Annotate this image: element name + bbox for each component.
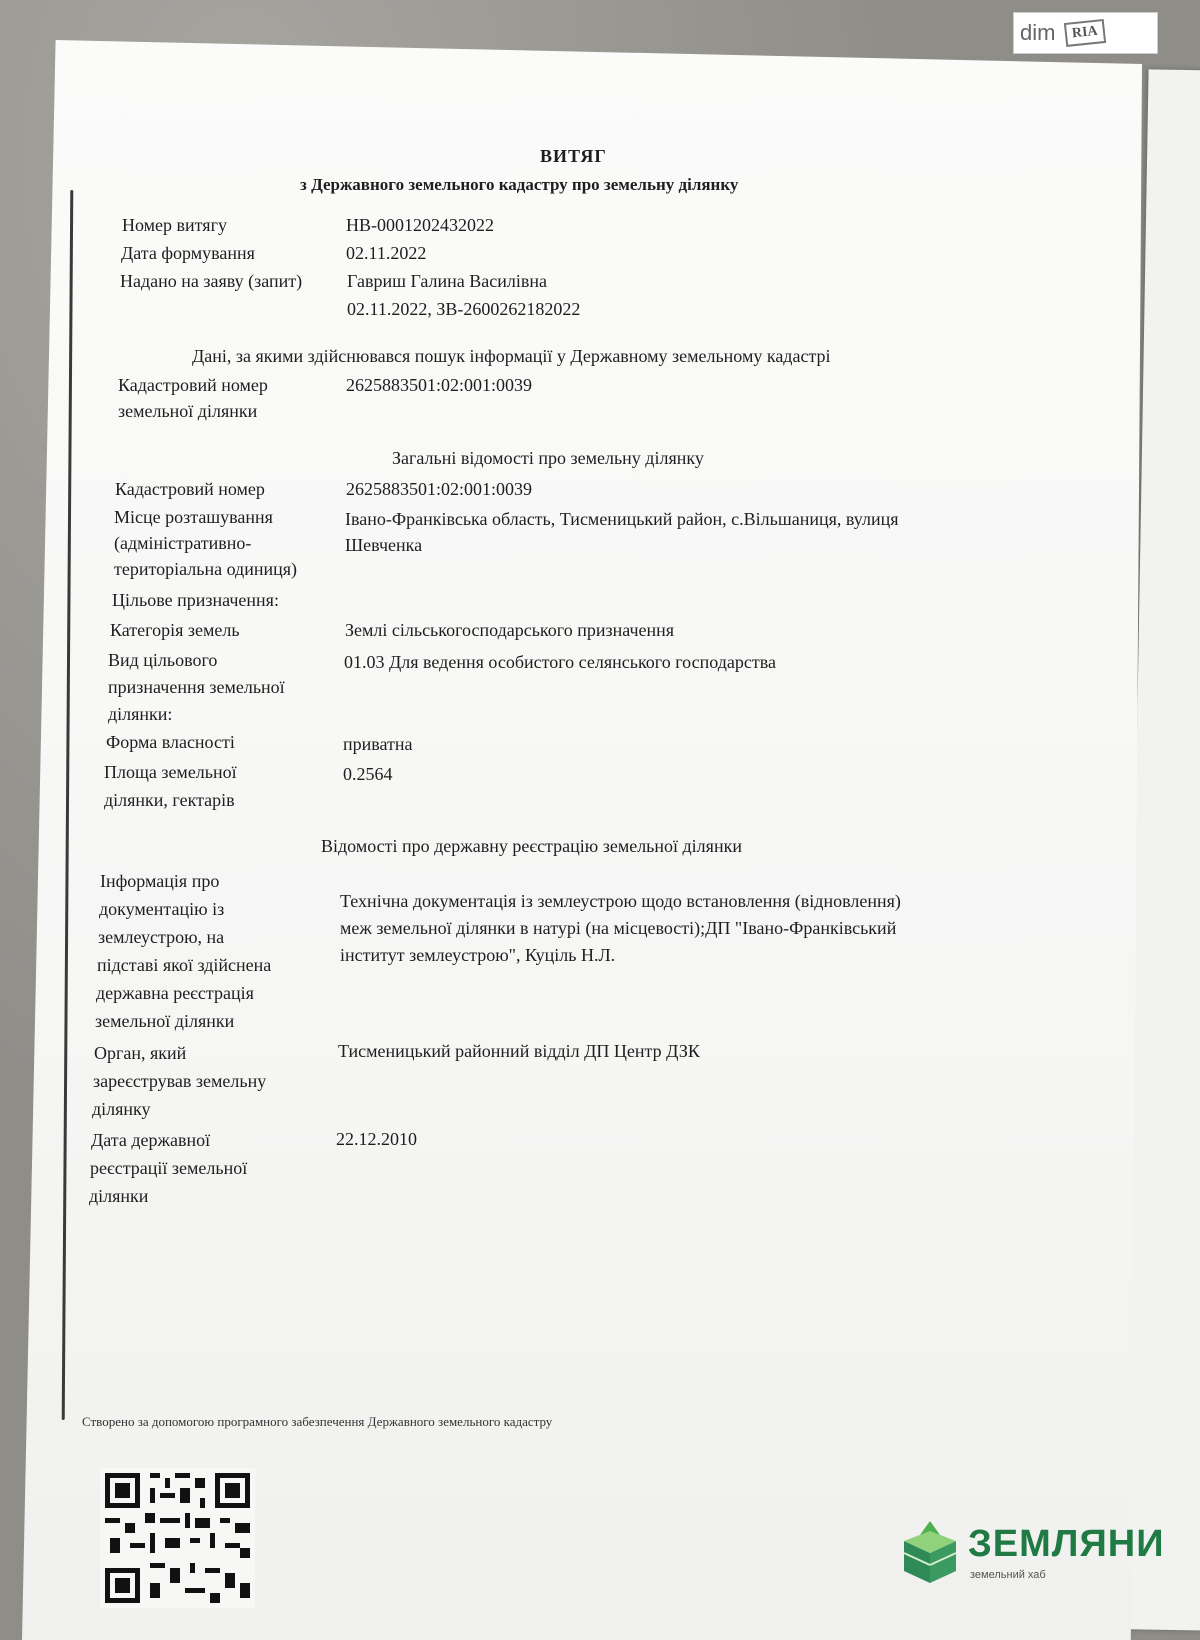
ownership-label: Форма власності xyxy=(106,732,235,752)
authority-label-line3: ділянку xyxy=(92,1099,151,1119)
registration-heading: Відомості про державну реєстрацію земельної ділянки xyxy=(321,836,742,856)
reg-date-value: 22.12.2010 xyxy=(336,1129,417,1149)
general-heading: Загальні відомості про земельну ділянку xyxy=(392,448,704,468)
type-value: 01.03 Для ведення особистого селянського господарства xyxy=(344,652,776,672)
general-cadastral-value: 2625883501:02:001:0039 xyxy=(346,479,533,499)
location-label-line2: (адміністративно- xyxy=(114,533,252,553)
location-value-line2: Шевченка xyxy=(345,535,423,555)
extract-date-label: Дата формування xyxy=(121,243,255,263)
location-label-line3: територіальна одиниця) xyxy=(114,559,298,579)
zemlyany-brand-logo xyxy=(900,1515,1200,1600)
request-label: Надано на заяву (запит) xyxy=(120,271,303,291)
docs-label-line3: землеустрою, на xyxy=(98,927,225,947)
reg-date-label-line3: ділянки xyxy=(89,1186,149,1206)
docs-label-line1: Інформація про xyxy=(100,871,220,891)
docs-value-line3: інститут землеустрою", Куціль Н.Л. xyxy=(340,945,616,965)
search-heading: Дані, за якими здійснювався пошук інформації у Державному земельному кадастрі xyxy=(192,346,831,366)
authority-label-line2: зареєстрував земельну xyxy=(93,1071,267,1091)
type-label-line3: ділянки: xyxy=(108,704,173,724)
docs-value-line1: Технічна документація із землеустрою щодо встановлення (відновлення) xyxy=(340,891,901,911)
brand-tagline: земельний хаб xyxy=(970,1569,1046,1581)
footer-note: Створено за допомогою програмного забезпечення Державного земельного кадастру xyxy=(82,1414,553,1429)
document-title: ВИТЯГ xyxy=(540,146,607,166)
docs-label-line4: підставі якої здійснена xyxy=(97,955,272,975)
docs-value-line2: меж земельної ділянки в натурі (на місцевості);ДП "Івано-Франківський xyxy=(340,918,897,938)
category-label: Категорія земель xyxy=(110,620,240,640)
search-cadastral-value: 2625883501:02:001:0039 xyxy=(346,375,533,395)
extract-number-label: Номер витягу xyxy=(122,215,227,235)
extract-number-value: НВ-0001202432022 xyxy=(346,215,494,235)
location-label-line1: Місце розташування xyxy=(114,507,273,527)
reg-date-label-line2: реєстрації земельної xyxy=(90,1158,248,1178)
area-value: 0.2564 xyxy=(343,764,393,784)
general-cadastral-label: Кадастровий номер xyxy=(115,479,265,499)
search-cadastral-label-line1: Кадастровий номер xyxy=(118,375,268,395)
type-label-line2: призначення земельної xyxy=(108,677,285,697)
location-value-line1: Івано-Франківська область, Тисменицький район, с.Вільшаниця, вулиця xyxy=(345,509,899,529)
request-value-line2: 02.11.2022, ЗВ-2600262182022 xyxy=(347,299,581,319)
docs-label-line6: земельної ділянки xyxy=(95,1011,235,1031)
dim-logo-text: dim xyxy=(1020,20,1056,45)
brand-name: ЗЕМЛЯНИ xyxy=(968,1523,1165,1565)
type-label-line1: Вид цільового xyxy=(108,650,218,670)
category-value: Землі сільськогосподарського призначення xyxy=(345,620,675,640)
docs-label-line5: державна реєстрація xyxy=(96,983,254,1003)
extract-date-value: 02.11.2022 xyxy=(346,243,427,263)
area-label-line2: ділянки, гектарів xyxy=(104,790,235,810)
reg-date-label-line1: Дата державної xyxy=(91,1130,211,1150)
ownership-value: приватна xyxy=(343,734,413,754)
brand-leaf-icon xyxy=(900,1521,960,1587)
authority-value: Тисменицький районний відділ ДП Центр ДЗК xyxy=(338,1041,700,1061)
request-value-line1: Гавриш Галина Василівна xyxy=(347,271,548,291)
area-label-line1: Площа земельної xyxy=(104,762,237,782)
document-subtitle: з Державного земельного кадастру про земельну ділянку xyxy=(300,175,739,194)
qr-code-icon xyxy=(100,1468,255,1608)
docs-label-line2: документацію із xyxy=(99,899,225,919)
purpose-label: Цільове призначення: xyxy=(112,590,279,610)
authority-label-line1: Орган, який xyxy=(94,1043,187,1063)
ria-logo-text: RIA xyxy=(1064,19,1106,47)
search-cadastral-label-line2: земельної ділянки xyxy=(118,401,258,421)
